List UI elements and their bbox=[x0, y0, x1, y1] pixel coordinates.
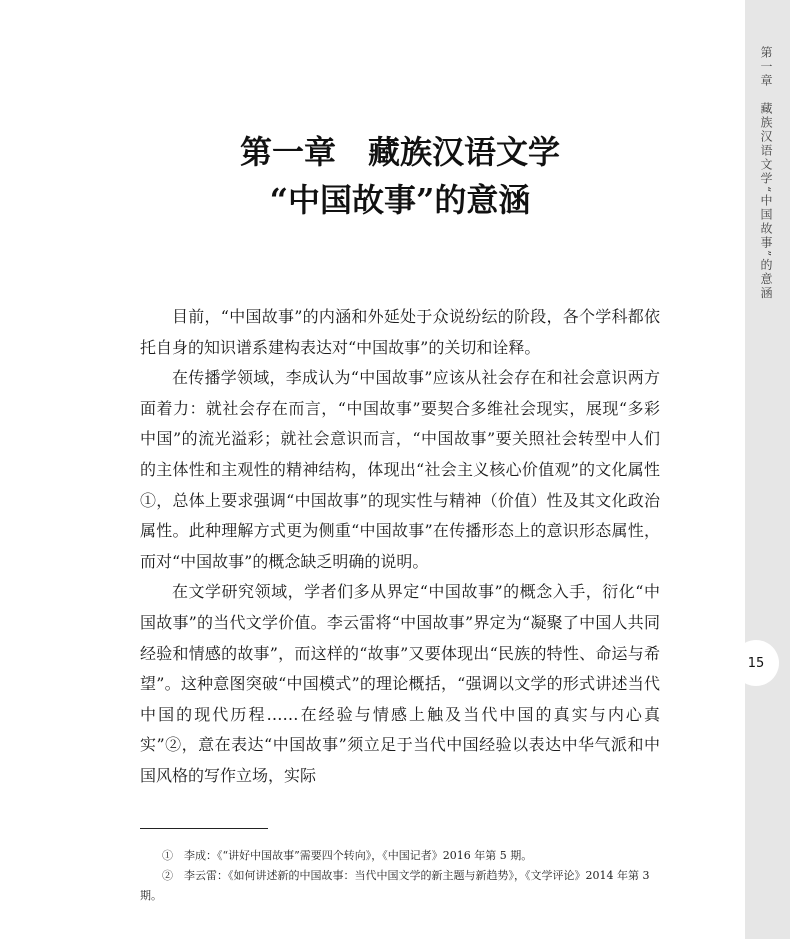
footnote-1: ① 李成：《“讲好中国故事”需要四个转向》，《中国记者》2016 年第 5 期。 bbox=[162, 849, 533, 862]
chapter-title-line-2: “中国故事”的意涵 bbox=[269, 181, 531, 219]
chapter-title bbox=[140, 128, 660, 224]
footnotes bbox=[140, 846, 660, 906]
page-number: 15 bbox=[733, 640, 779, 686]
paragraph: 目前，“中国故事”的内涵和外延处于众说纷纭的阶段，各个学科都依托自身的知识谱系建构表达对“中国故事”的关切和诠释。 bbox=[140, 307, 660, 357]
footnote-divider bbox=[140, 828, 268, 829]
chapter-title-line-1: 第一章 藏族汉语文学 bbox=[239, 133, 560, 171]
paragraph: 在文学研究领域，学者们多从界定“中国故事”的概念入手，衍化“中国故事”的当代文学价值。李云雷将“中国故事”界定为“凝聚了中国人共同经验和情感的故事”，而这样的“故事”又要体现出“民族的特性、命运与希望”。这种意图突破“中国模式”的理论概括，“强调以文学的形式讲述当代中国的现代历程……在经验与情感上触及当代中国的真实与内心真实”②，意在表达“中国故事”须立足于当代中国经验以表达中华气派和中国风格的写作立场，实际 bbox=[140, 582, 660, 785]
footnote-2: ② 李云雷：《如何讲述新的中国故事：当代中国文学的新主题与新趋势》，《文学评论》2014 年第 3 期。 bbox=[140, 869, 650, 902]
running-chapter-title: 第一章 藏族汉语文学“中国故事”的意涵 bbox=[759, 46, 773, 301]
body-text bbox=[140, 302, 660, 792]
paragraph: 在传播学领域，李成认为“中国故事”应该从社会存在和社会意识两方面着力：就社会存在而言，“中国故事”要契合多维社会现实，展现“多彩中国”的流光溢彩；就社会意识而言，“中国故事”要关照社会转型中人们的主体性和主观性的精神结构，体现出“社会主义核心价值观”的文化属性①，总体上要求强调“中国故事”的现实性与精神（价值）性及其文化政治属性。此种理解方式更为侧重“中国故事”在传播形态上的意识形态属性，而对“中国故事”的概念缺乏明确的说明。 bbox=[140, 368, 660, 571]
